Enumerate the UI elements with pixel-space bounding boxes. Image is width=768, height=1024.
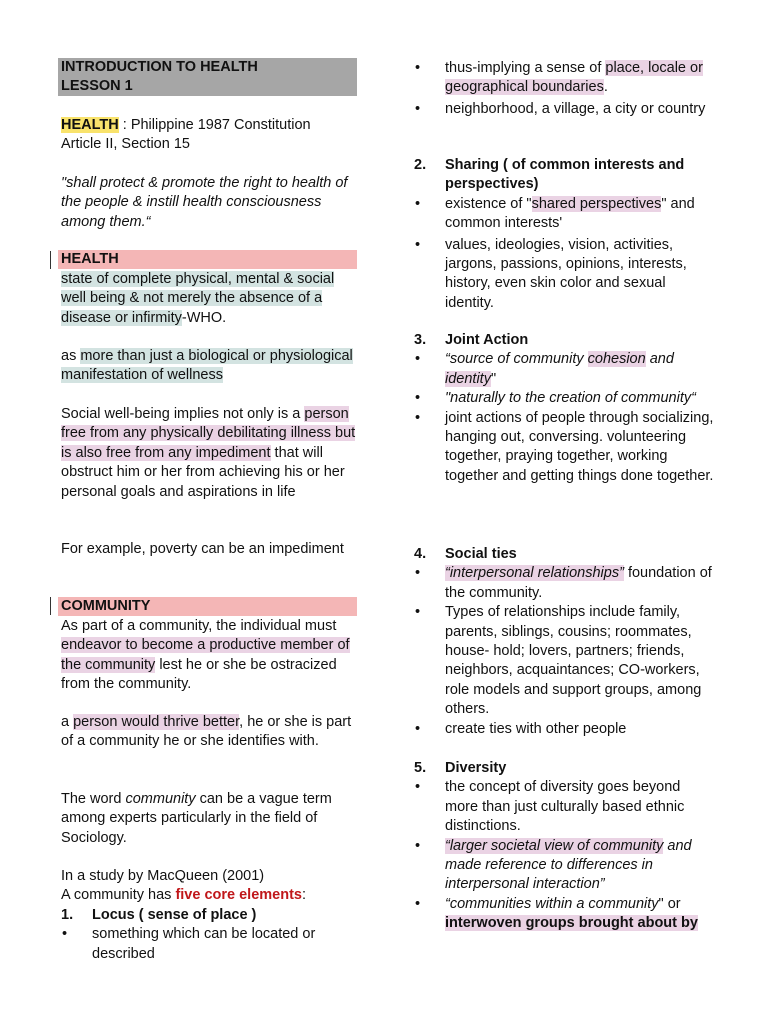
text-cursor (50, 251, 51, 269)
list-item: • “interpersonal relationships” foundation of the community. (414, 564, 714, 603)
poverty-example: For example, poverty can be an impediment (61, 541, 344, 557)
social-wellbeing: Social well-being implies not only is a person free from any physically debilitating illness but is also free from any impediment that will obstruct him or her from achieving his or her personal goals and aspirations in life (61, 406, 356, 500)
community-paragraph-1: As part of a community, the individual must endeavor to become a productive member of the community lest he or she be ostracized from the community. (61, 618, 350, 693)
health-intro: HEALTH : Philippine 1987 Constitution Article II, Section 15 (61, 117, 311, 153)
health-definition: state of complete physical, mental & social well being & not merely the absence of a disease or infirmity-WHO. (61, 271, 335, 326)
locus-bullets (414, 59, 714, 119)
list-item: • create ties with other people (414, 720, 714, 739)
list-item: • “communities within a community" or interwoven groups brought about by (414, 895, 714, 934)
macqueen-study: In a study by MacQueen (2001) A community has five core elements: (61, 868, 307, 904)
element-locus: 1. Locus ( sense of place ) • something which can be located or described (61, 906, 361, 964)
list-item: • Types of relationships include family, parents, siblings, cousins; roommates, house- hold; lovers, partners; friends, neighbors, acquaintances; CO-workers, role models and support groups, among others. (414, 603, 714, 719)
constitution-quote: "shall protect & promote the right to health of the people & instill health consciousness among them.“ (61, 175, 348, 230)
lesson-number: LESSON 1 (61, 78, 133, 94)
lesson-title: INTRODUCTION TO HEALTH (61, 59, 258, 75)
health-more: as more than just a biological or physiological manifestation of wellness (61, 348, 353, 384)
list-item: • existence of "shared perspectives" and common interests' (414, 195, 714, 234)
element-diversity: 5. Diversity • the concept of diversity goes beyond more than just culturally based ethnic distinctions. • “larger societal view of community and made reference to differences in interpersonal interaction” • “communities within a community" or interwoven groups brought about by (414, 759, 714, 934)
health-term: HEALTH (61, 117, 119, 133)
community-heading: COMMUNITY (58, 597, 357, 616)
list-item: • the concept of diversity goes beyond more than just culturally based ethnic distinctions. (414, 778, 714, 836)
list-item: • values, ideologies, vision, activities, jargons, passions, opinions, interests, history, even skin color and sexual identity. (414, 236, 714, 314)
health-heading: HEALTH (58, 250, 357, 269)
list-item: • "naturally to the creation of community“ (414, 389, 714, 408)
list-item: • “source of community cohesion and identity" (414, 350, 714, 389)
community-paragraph-2: a person would thrive better, he or she is part of a community he or she identifies with. (61, 714, 352, 750)
community-paragraph-3: The word community can be a vague term among experts particularly in the field of Sociology. (61, 791, 332, 846)
list-item: • “larger societal view of community and made reference to differences in interpersonal interaction” (414, 837, 714, 895)
list-item: • neighborhood, a village, a city or country (414, 100, 714, 119)
list-item: • something which can be located or described (61, 925, 361, 964)
list-item: • thus-implying a sense of place, locale or geographical boundaries. (414, 59, 714, 98)
element-joint-action: 3. Joint Action • “source of community cohesion and identity" • "naturally to the creation of community“ • joint actions of people through socializing, hanging out, conversing. volunteering together, praying together, working together and getting things done together. (414, 331, 714, 486)
element-sharing: 2. Sharing ( of common interests and perspectives) • existence of "shared perspectives" and common interests' • values, ideologies, vision, activities, jargons, passions, opinions, interests, history, even skin color and sexual identity. (414, 156, 714, 313)
list-item: • joint actions of people through socializing, hanging out, conversing. volunteering together, praying together, working together and getting things done together. (414, 409, 714, 487)
lesson-title-block (58, 58, 357, 96)
text-cursor-2 (50, 597, 51, 615)
element-social-ties: 4. Social ties • “interpersonal relationships” foundation of the community. • Types of relationships include family, parents, siblings, cousins; roommates, house- hold; lovers, partners; friends, neighbors, acquaintances; CO-workers, role models and support groups, among others. • create ties with other people (414, 545, 714, 739)
